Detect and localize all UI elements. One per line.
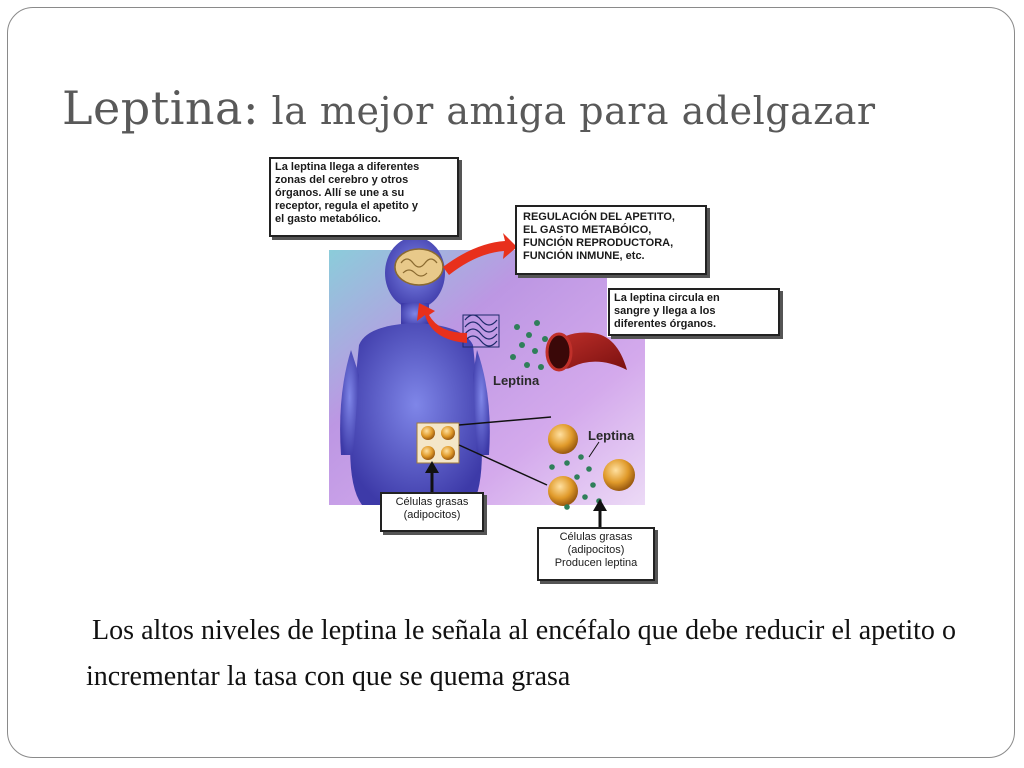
leptin-label-vessel: Leptina	[493, 373, 540, 388]
regulation-note-box: REGULACIÓN DEL APETITO, EL GASTO METABÓICO, FUNCIÓN REPRODUCTORA, FUNCIÓN INMUNE, etc.	[515, 205, 707, 275]
brain-icon	[395, 249, 443, 285]
brain-note-box: La leptina llega a diferentes zonas del cerebro y otros órganos. Allí se une a su receptor, regula el apetito y el gasto metabólico.	[269, 157, 459, 237]
body-paragraph: Los altos niveles de leptina le señala al encéfalo que debe reducir el apetito o incrementar la tasa con que se quema grasa	[86, 615, 956, 692]
fat-cells-right-box: Células grasas (adipocitos) Producen leptina	[537, 527, 655, 581]
fat-cells-left-box: Células grasas (adipocitos)	[380, 492, 484, 532]
title-rest: la mejor amiga para adelgazar	[258, 89, 876, 133]
background-wash-upper	[457, 157, 517, 250]
circulation-note-box: La leptina circula en sangre y llega a los diferentes órganos.	[608, 288, 780, 336]
fat-cells-tissue-small	[417, 423, 459, 463]
slide-title	[62, 80, 962, 139]
leptin-diagram	[267, 155, 801, 583]
title-main: Leptina:	[62, 81, 259, 135]
leptin-label-cells: Leptina	[588, 428, 635, 443]
